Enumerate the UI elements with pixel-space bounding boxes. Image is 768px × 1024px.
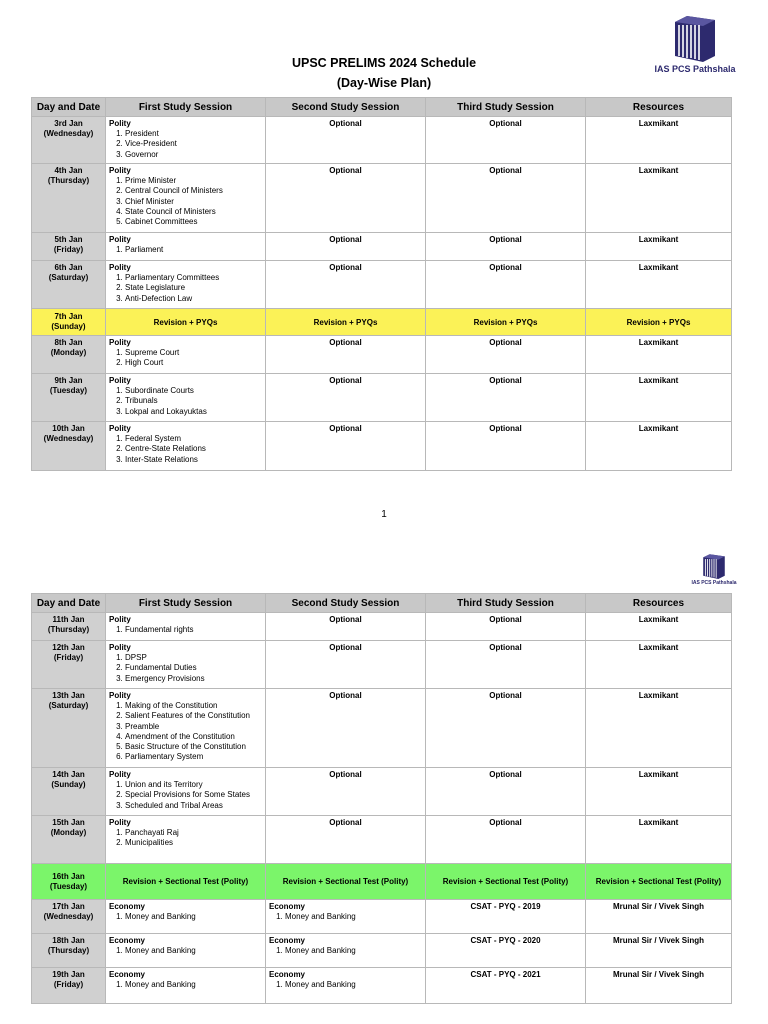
- day-date-cell: [32, 816, 106, 864]
- topic-item: 2. State Legislature: [125, 283, 262, 293]
- column-header: Resources: [586, 594, 732, 613]
- logo-small: [688, 552, 740, 586]
- topic-item: 1. Parliamentary Committees: [125, 273, 262, 283]
- topic-item: 3. Preamble: [125, 722, 262, 732]
- third-session-cell: CSAT - PYQ - 2019: [426, 900, 586, 934]
- topic-list: [109, 701, 262, 762]
- column-header: Second Study Session: [266, 98, 426, 117]
- weekday: (Wednesday): [43, 434, 94, 443]
- weekday: (Sunday): [51, 322, 86, 331]
- table-row: [32, 641, 732, 689]
- session-subject: Economy: [269, 936, 306, 945]
- day-date-cell: [32, 900, 106, 934]
- topic-item: 1. Panchayati Raj: [125, 828, 262, 838]
- revision-cell: Revision + Sectional Test (Polity): [266, 864, 426, 900]
- revision-cell: Revision + PYQs: [106, 309, 266, 336]
- table-row: [32, 117, 732, 164]
- second-session-cell: [266, 164, 426, 233]
- topic-list: [109, 273, 262, 304]
- topic-list: [109, 434, 262, 465]
- topic-item: 1. Money and Banking: [125, 912, 262, 922]
- weekday: (Friday): [53, 980, 84, 989]
- weekday: (Saturday): [48, 701, 89, 710]
- column-header: Second Study Session: [266, 594, 426, 613]
- session-subject: Polity: [109, 643, 131, 652]
- topic-item: 1. Parliament: [125, 245, 262, 255]
- first-session-cell: [106, 613, 266, 641]
- page-title: UPSC PRELIMS 2024 Schedule: [291, 56, 477, 70]
- topic-list: [109, 653, 262, 684]
- topic-list: [109, 980, 262, 990]
- session-subject: Polity: [109, 338, 131, 347]
- page-subtitle: (Day-Wise Plan): [336, 76, 432, 90]
- topic-item: 1. Subordinate Courts: [125, 386, 262, 396]
- column-header: Day and Date: [32, 98, 106, 117]
- first-session-cell: [106, 117, 266, 164]
- column-header: First Study Session: [106, 594, 266, 613]
- second-session-cell: [266, 968, 426, 1004]
- session-text: Optional: [329, 691, 362, 700]
- third-session-cell: Optional: [426, 613, 586, 641]
- first-session-cell: [106, 336, 266, 374]
- weekday: (Monday): [50, 828, 87, 837]
- page-number: 1: [381, 509, 387, 520]
- revision-cell: Revision + PYQs: [426, 309, 586, 336]
- day-date-cell: [32, 768, 106, 816]
- second-session-cell: [266, 374, 426, 422]
- resource-cell: Laxmikant: [586, 164, 732, 233]
- day-date: 10th Jan: [52, 424, 85, 433]
- topic-item: 1. Money and Banking: [285, 912, 422, 922]
- topic-item: 3. Inter-State Relations: [125, 455, 262, 465]
- third-session-cell: Optional: [426, 117, 586, 164]
- third-session-cell: Optional: [426, 422, 586, 471]
- day-date-cell: [32, 374, 106, 422]
- session-text: Optional: [329, 615, 362, 624]
- column-header: First Study Session: [106, 98, 266, 117]
- day-date: 13th Jan: [52, 691, 85, 700]
- topic-item: 6. Parliamentary System: [125, 752, 262, 762]
- day-date-cell: [32, 968, 106, 1004]
- third-session-cell: CSAT - PYQ - 2021: [426, 968, 586, 1004]
- topic-list: [269, 946, 422, 956]
- second-session-cell: [266, 768, 426, 816]
- day-date: 16th Jan: [52, 871, 85, 881]
- resource-cell: Mrunal Sir / Vivek Singh: [586, 934, 732, 968]
- day-date-cell: [32, 117, 106, 164]
- day-date-cell: [32, 422, 106, 471]
- table-row: [32, 261, 732, 309]
- topic-item: 1. Union and its Territory: [125, 780, 262, 790]
- topic-list: [109, 780, 262, 811]
- topic-item: 1. Prime Minister: [125, 176, 262, 186]
- topic-item: 1. Money and Banking: [285, 946, 422, 956]
- resource-cell: Laxmikant: [586, 768, 732, 816]
- resource-cell: Laxmikant: [586, 374, 732, 422]
- second-session-cell: [266, 422, 426, 471]
- first-session-cell: [106, 164, 266, 233]
- topic-list: [109, 129, 262, 160]
- session-subject: Polity: [109, 691, 131, 700]
- day-date: 18th Jan: [52, 936, 85, 945]
- weekday: (Thursday): [47, 946, 90, 955]
- session-text: Optional: [329, 376, 362, 385]
- topic-item: 2. Central Council of Ministers: [125, 186, 262, 196]
- session-subject: Economy: [109, 936, 146, 945]
- column-header: Day and Date: [32, 594, 106, 613]
- first-session-cell: [106, 422, 266, 471]
- topic-list: [109, 946, 262, 956]
- resource-cell: Mrunal Sir / Vivek Singh: [586, 900, 732, 934]
- weekday: (Wednesday): [43, 912, 94, 921]
- weekday: (Tuesday): [49, 881, 88, 891]
- topic-item: 2. Special Provisions for Some States: [125, 790, 262, 800]
- weekday: (Thursday): [47, 176, 90, 185]
- topic-list: [109, 348, 262, 368]
- second-session-cell: [266, 117, 426, 164]
- table-row: [32, 689, 732, 768]
- third-session-cell: CSAT - PYQ - 2020: [426, 934, 586, 968]
- first-session-cell: [106, 968, 266, 1004]
- revision-cell: Revision + Sectional Test (Polity): [586, 864, 732, 900]
- session-subject: Economy: [109, 902, 146, 911]
- header-row: [32, 98, 732, 117]
- third-session-cell: Optional: [426, 336, 586, 374]
- day-date: 6th Jan: [54, 263, 83, 272]
- resource-cell: Laxmikant: [586, 613, 732, 641]
- column-header: Resources: [586, 98, 732, 117]
- day-date-cell: [32, 309, 106, 336]
- second-session-cell: [266, 233, 426, 261]
- topic-list: [269, 980, 422, 990]
- session-subject: Polity: [109, 119, 131, 128]
- weekday: (Saturday): [48, 273, 89, 282]
- session-text: Optional: [329, 263, 362, 272]
- topic-item: 2. Vice-President: [125, 139, 262, 149]
- table-row: [32, 309, 732, 336]
- resource-cell: Laxmikant: [586, 261, 732, 309]
- third-session-cell: Optional: [426, 261, 586, 309]
- third-session-cell: Optional: [426, 641, 586, 689]
- topic-item: 4. Amendment of the Constitution: [125, 732, 262, 742]
- topic-list: [269, 912, 422, 922]
- third-session-cell: Optional: [426, 374, 586, 422]
- resource-cell: Laxmikant: [586, 641, 732, 689]
- day-date: 7th Jan: [54, 312, 83, 321]
- second-session-cell: [266, 261, 426, 309]
- weekday: (Tuesday): [49, 386, 88, 395]
- topic-item: 2. Municipalities: [125, 838, 262, 848]
- session-subject: Polity: [109, 235, 131, 244]
- schedule-table-page-1: [31, 97, 732, 471]
- header-row: [32, 594, 732, 613]
- topic-item: 1. Making of the Constitution: [125, 701, 262, 711]
- topic-item: 1. Federal System: [125, 434, 262, 444]
- third-session-cell: Optional: [426, 233, 586, 261]
- topic-item: 1. Money and Banking: [285, 980, 422, 990]
- topic-item: 2. Tribunals: [125, 396, 262, 406]
- schedule-table-page-2: [31, 593, 732, 1004]
- topic-list: [109, 176, 262, 227]
- topic-item: 5. Cabinet Committees: [125, 217, 262, 227]
- table-row: [32, 374, 732, 422]
- session-text: Optional: [329, 424, 362, 433]
- session-subject: Economy: [269, 970, 306, 979]
- resource-cell: Laxmikant: [586, 336, 732, 374]
- session-subject: Economy: [109, 970, 146, 979]
- topic-list: [109, 625, 262, 635]
- topic-item: 4. State Council of Ministers: [125, 207, 262, 217]
- session-subject: Economy: [269, 902, 306, 911]
- weekday: (Sunday): [51, 780, 86, 789]
- table-row: [32, 233, 732, 261]
- session-subject: Polity: [109, 166, 131, 175]
- topic-item: 1. DPSP: [125, 653, 262, 663]
- weekday: (Monday): [50, 348, 87, 357]
- session-subject: Polity: [109, 424, 131, 433]
- revision-cell: Revision + PYQs: [586, 309, 732, 336]
- second-session-cell: [266, 613, 426, 641]
- table-row: [32, 816, 732, 864]
- table-row: [32, 422, 732, 471]
- first-session-cell: [106, 374, 266, 422]
- column-header: Third Study Session: [426, 98, 586, 117]
- day-date-cell: [32, 336, 106, 374]
- topic-item: 2. Centre-State Relations: [125, 444, 262, 454]
- logo-label: IAS PCS Pathshala: [691, 580, 737, 586]
- session-text: Optional: [329, 119, 362, 128]
- session-text: Optional: [329, 235, 362, 244]
- day-date: 15th Jan: [52, 818, 85, 827]
- first-session-cell: [106, 900, 266, 934]
- revision-cell: Revision + Sectional Test (Polity): [106, 864, 266, 900]
- session-subject: Polity: [109, 263, 131, 272]
- first-session-cell: [106, 816, 266, 864]
- day-date: 5th Jan: [54, 235, 83, 244]
- topic-item: 1. Fundamental rights: [125, 625, 262, 635]
- resource-cell: Laxmikant: [586, 117, 732, 164]
- topic-item: 1. President: [125, 129, 262, 139]
- second-session-cell: [266, 934, 426, 968]
- day-date-cell: [32, 641, 106, 689]
- day-date: 19th Jan: [52, 970, 85, 979]
- topic-list: [109, 912, 262, 922]
- day-date-cell: [32, 864, 106, 900]
- topic-item: 1. Money and Banking: [125, 946, 262, 956]
- first-session-cell: [106, 689, 266, 768]
- second-session-cell: [266, 689, 426, 768]
- first-session-cell: [106, 261, 266, 309]
- session-subject: Polity: [109, 770, 131, 779]
- logo-label: IAS PCS Pathshala: [654, 64, 736, 74]
- table-row: [32, 336, 732, 374]
- day-date-cell: [32, 233, 106, 261]
- topic-item: 3. Scheduled and Tribal Areas: [125, 801, 262, 811]
- weekday: (Friday): [53, 245, 84, 254]
- day-date-cell: [32, 613, 106, 641]
- resource-cell: Laxmikant: [586, 233, 732, 261]
- topic-item: 3. Lokpal and Lokayuktas: [125, 407, 262, 417]
- day-date: 4th Jan: [54, 166, 83, 175]
- topic-list: [109, 828, 262, 848]
- session-text: Optional: [329, 818, 362, 827]
- topic-item: 2. Fundamental Duties: [125, 663, 262, 673]
- session-text: Optional: [329, 166, 362, 175]
- day-date: 11th Jan: [52, 615, 85, 624]
- topic-item: 3. Governor: [125, 150, 262, 160]
- day-date-cell: [32, 689, 106, 768]
- weekday: (Thursday): [47, 625, 90, 634]
- table-row: [32, 934, 732, 968]
- third-session-cell: Optional: [426, 164, 586, 233]
- resource-cell: Laxmikant: [586, 816, 732, 864]
- first-session-cell: [106, 641, 266, 689]
- second-session-cell: [266, 816, 426, 864]
- topic-item: 3. Emergency Provisions: [125, 674, 262, 684]
- topic-list: [109, 386, 262, 417]
- session-subject: Polity: [109, 615, 131, 624]
- book-stack-icon: [669, 12, 721, 62]
- day-date: 8th Jan: [54, 338, 83, 347]
- first-session-cell: [106, 233, 266, 261]
- topic-item: 5. Basic Structure of the Constitution: [125, 742, 262, 752]
- session-text: Optional: [329, 770, 362, 779]
- second-session-cell: [266, 336, 426, 374]
- book-stack-icon: [700, 552, 728, 579]
- topic-list: [109, 245, 262, 255]
- table-row: [32, 900, 732, 934]
- third-session-cell: Optional: [426, 689, 586, 768]
- second-session-cell: [266, 900, 426, 934]
- day-date-cell: [32, 164, 106, 233]
- session-subject: Polity: [109, 376, 131, 385]
- topic-item: 1. Supreme Court: [125, 348, 262, 358]
- first-session-cell: [106, 934, 266, 968]
- first-session-cell: [106, 768, 266, 816]
- revision-cell: Revision + PYQs: [266, 309, 426, 336]
- session-subject: Polity: [109, 818, 131, 827]
- third-session-cell: Optional: [426, 816, 586, 864]
- weekday: (Wednesday): [43, 129, 94, 138]
- column-header: Third Study Session: [426, 594, 586, 613]
- table-row: [32, 164, 732, 233]
- resource-cell: Mrunal Sir / Vivek Singh: [586, 968, 732, 1004]
- topic-item: 1. Money and Banking: [125, 980, 262, 990]
- table-row: [32, 768, 732, 816]
- day-date: 3rd Jan: [54, 119, 83, 128]
- session-text: Optional: [329, 338, 362, 347]
- day-date: 17th Jan: [52, 902, 85, 911]
- table-row: [32, 864, 732, 900]
- day-date-cell: [32, 261, 106, 309]
- revision-cell: Revision + Sectional Test (Polity): [426, 864, 586, 900]
- day-date: 12th Jan: [52, 643, 85, 652]
- weekday: (Friday): [53, 653, 84, 662]
- topic-item: 2. Salient Features of the Constitution: [125, 711, 262, 721]
- third-session-cell: Optional: [426, 768, 586, 816]
- topic-item: 2. High Court: [125, 358, 262, 368]
- second-session-cell: [266, 641, 426, 689]
- session-text: Optional: [329, 643, 362, 652]
- table-row: [32, 968, 732, 1004]
- topic-item: 3. Chief Minister: [125, 197, 262, 207]
- table-row: [32, 613, 732, 641]
- day-date: 9th Jan: [54, 376, 83, 385]
- resource-cell: Laxmikant: [586, 422, 732, 471]
- topic-item: 3. Anti-Defection Law: [125, 294, 262, 304]
- day-date: 14th Jan: [52, 770, 85, 779]
- resource-cell: Laxmikant: [586, 689, 732, 768]
- day-date-cell: [32, 934, 106, 968]
